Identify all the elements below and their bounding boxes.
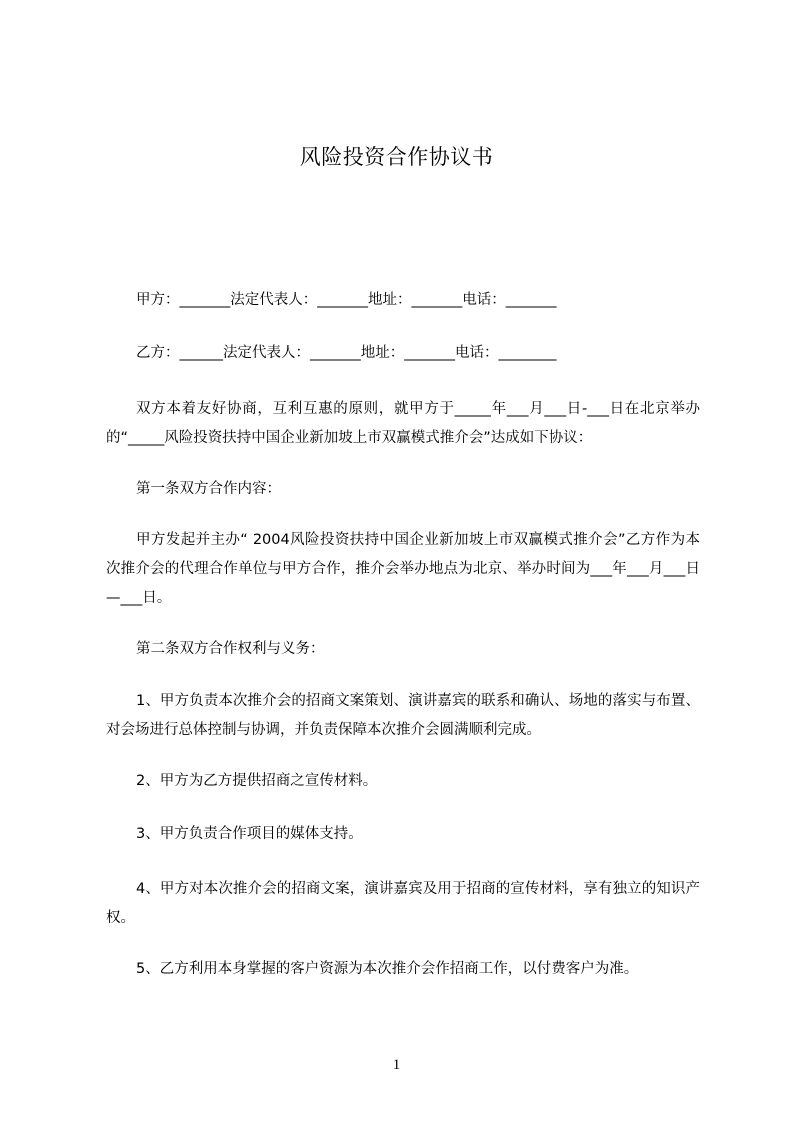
- article-2-heading: 第二条双方合作权利与义务：: [136, 641, 325, 657]
- page-number: 1: [392, 1057, 401, 1073]
- article-2-item-4: 4、甲方对本次推介会的招商文案，演讲嘉宾及用于招商的宣传材料，享有独立的知识产权。: [106, 881, 700, 926]
- party-a-line: 甲方：_______法定代表人：_______地址：_______电话：_______: [136, 292, 557, 308]
- article-2-item-5: 5、乙方利用本身掌握的客户资源为本次推介会作招商工作，以付费客户为准。: [136, 961, 639, 977]
- intro-paragraph: 双方本着友好协商，互利互惠的原则，就甲方于_____年___月___日-___日在北京举办的“_____风险投资扶持中国企业新加坡上市双赢模式推介会”达成如下协议：: [106, 401, 700, 446]
- party-b-line: 乙方：______法定代表人：_______地址：_______电话：________: [136, 345, 557, 361]
- article-2-item-3: 3、甲方负责合作项目的媒体支持。: [136, 826, 363, 842]
- document-title: 风险投资合作协议书: [299, 145, 494, 169]
- article-2-item-2: 2、甲方为乙方提供招商之宣传材料。: [136, 773, 378, 789]
- article-1-heading: 第一条双方合作内容：: [136, 481, 281, 497]
- article-1-body: 甲方发起并主办“ 2004风险投资扶持中国企业新加坡上市双赢模式推介会”乙方作为本次推介会的代理合作单位与甲方合作，推介会举办地点为北京、举办时间为___年___月___日—___日。: [106, 532, 700, 606]
- article-2-item-1: 1、甲方负责本次推介会的招商文案策划、演讲嘉宾的联系和确认、场地的落实与布置、对会场进行总体控制与协调，并负责保障本次推介会圆满顺利完成。: [106, 693, 700, 738]
